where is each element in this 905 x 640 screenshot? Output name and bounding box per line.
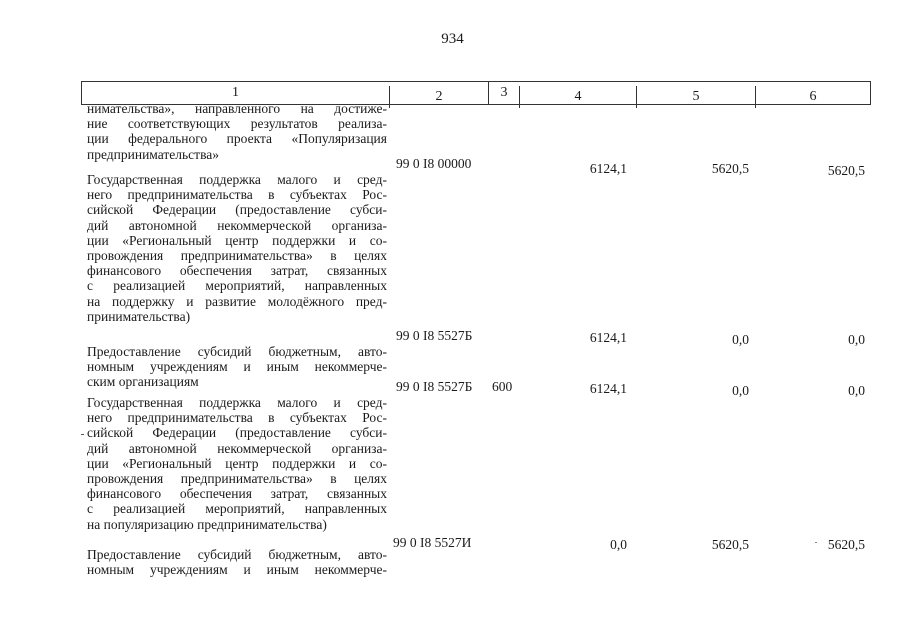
row-value-col4: 0,0 [610,537,627,552]
text-line: финансового обеспечения затрат, связанных [87,263,387,279]
column-header-2: 2 [389,86,488,108]
text-line: номным учреждениям и иным некоммерче- [87,359,387,375]
row-value-col6: 0,0 [848,332,865,347]
text-line: с реализацией мероприятий, направленных [87,278,387,294]
text-line: предпринимательства» [87,146,220,162]
row-value-col4: 6124,1 [589,161,627,176]
table-row-text [87,344,387,390]
table-row-text [87,101,387,162]
text-line: принимательства) [87,308,191,324]
row-value-col6: 5620,5 [827,163,865,178]
text-line: него предпринимательства в субъектах Рос- [87,410,387,426]
column-header-4: 4 [519,86,636,108]
column-header-6: 6 [755,86,870,108]
row-value-col5: 5620,5 [711,161,749,176]
row-value-col5: 0,0 [732,332,749,347]
row-expense-type: 600 [492,379,513,394]
column-header-5: 5 [636,86,755,108]
row-value-col4: 6124,1 [589,381,627,396]
row-value-col5: 0,0 [732,383,749,398]
column-header-1: 1 [232,85,239,100]
text-line: дий автономной некоммерческой организа- [87,217,387,233]
text-line: ским организациям [87,374,199,390]
text-line: него предпринимательства в субъектах Рос- [87,187,387,203]
text-line: ции «Региональный центр поддержки и со- [87,232,387,248]
scan-speck [815,542,817,543]
text-line: нимательства», направленного на достиже- [87,101,387,116]
margin-mark [81,434,84,435]
table-row-text [87,395,387,532]
text-line: финансового обеспечения затрат, связанных [87,486,387,502]
text-line: сийской Федерации (предоставление субси- [87,202,387,218]
text-line: дий автономной некоммерческой организа- [87,440,387,456]
text-line: номным учреждениям и иным некоммерче- [87,562,387,578]
table-row-text [87,172,387,324]
text-line: провождения предпринимательства» в целях [87,471,387,487]
row-code: 99 0 I8 5527И [393,535,472,550]
text-line: Предоставление субсидий бюджетным, авто- [87,547,387,562]
table-row-text [87,547,387,577]
text-line: на поддержку и развитие молодёжного пред- [87,293,387,309]
column-header-3: 3 [488,82,519,104]
page-number: 934 [441,31,464,47]
row-code: 99 0 I8 00000 [396,156,472,171]
text-line: сийской Федерации (предоставление субси- [87,425,387,441]
row-value-col6: 0,0 [848,383,865,398]
text-line: ние соответствующих результатов реализа- [87,116,387,132]
text-line: с реализацией мероприятий, направленных [87,501,387,517]
row-value-col4: 6124,1 [589,330,627,345]
text-line: Государственная поддержка малого и сред- [87,395,387,410]
text-line: ции федерального проекта «Популяризация [87,131,387,147]
row-code: 99 0 I8 5527Б [396,379,473,394]
row-value-col5: 5620,5 [711,537,749,552]
text-line: Предоставление субсидий бюджетным, авто- [87,344,387,359]
text-line: Государственная поддержка малого и сред- [87,172,387,187]
text-line: на популяризацию предпринимательства) [87,516,327,532]
row-code: 99 0 I8 5527Б [396,328,473,343]
text-line: провождения предпринимательства» в целях [87,248,387,264]
row-value-col6: 5620,5 [827,537,865,552]
text-line: ции «Региональный центр поддержки и со- [87,455,387,471]
